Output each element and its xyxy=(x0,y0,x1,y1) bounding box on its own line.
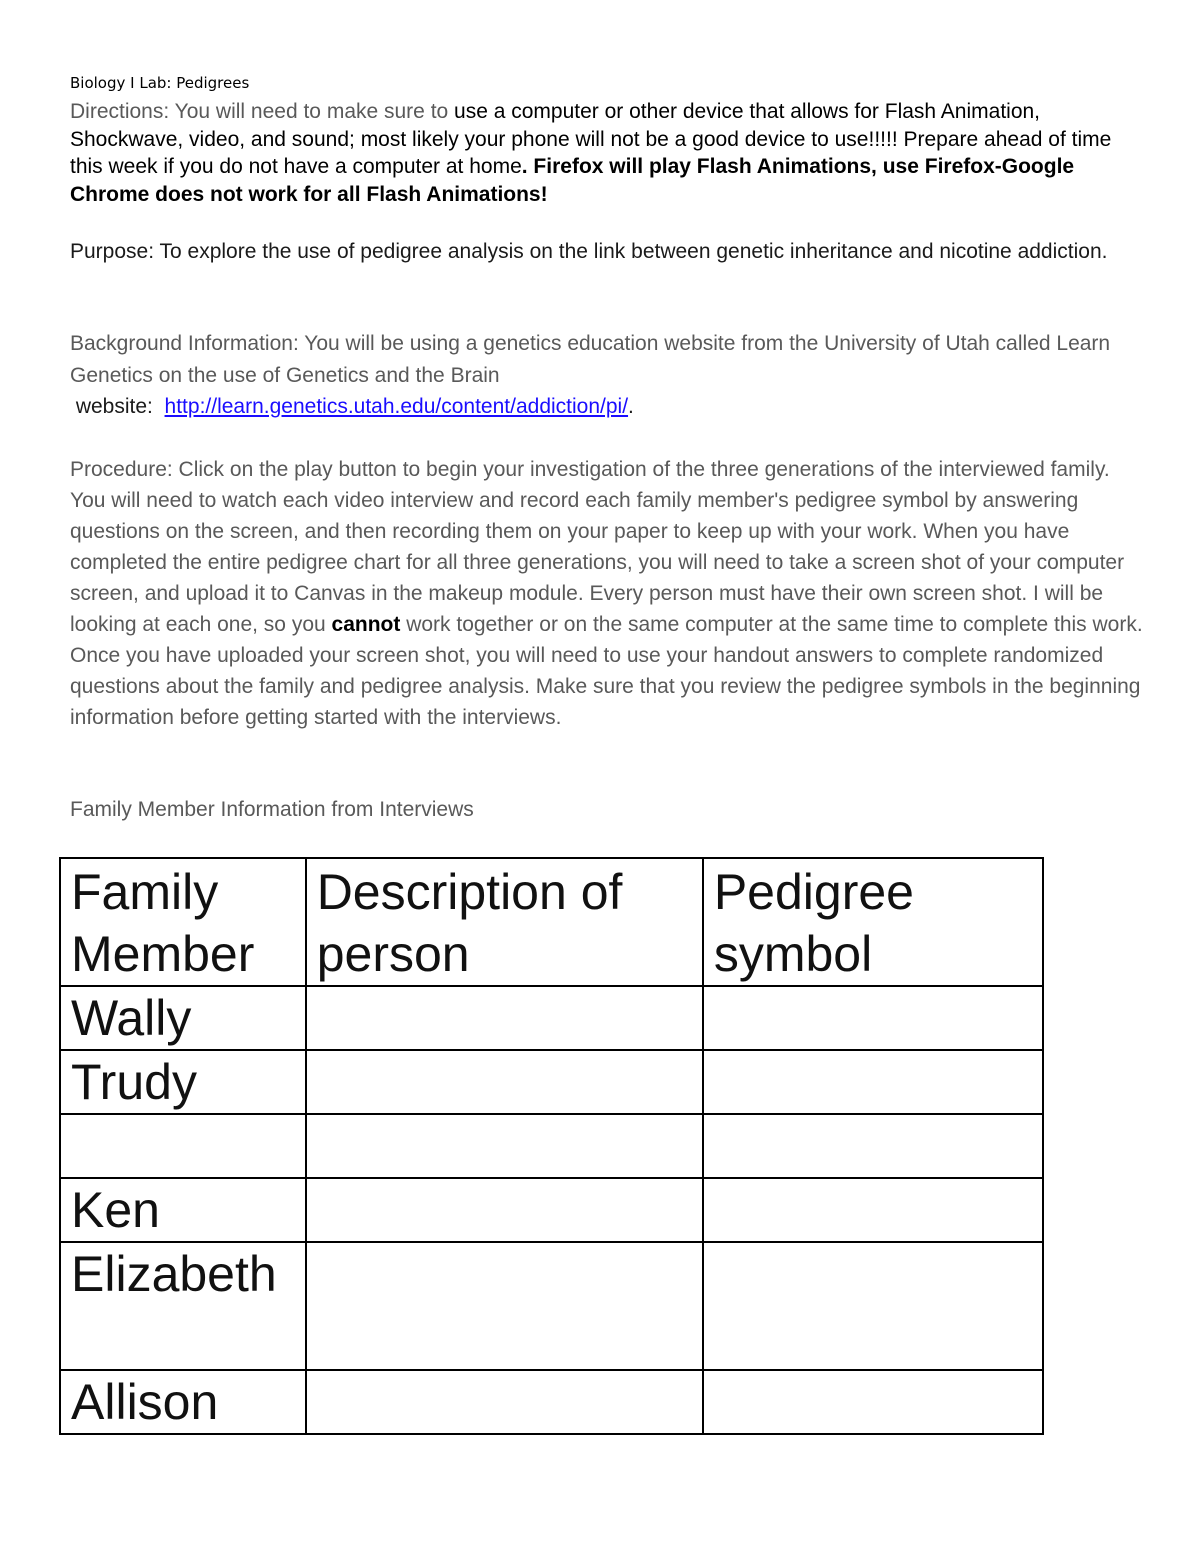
pedigree-symbol-cell[interactable] xyxy=(703,1242,1043,1370)
description-cell[interactable] xyxy=(306,986,703,1050)
header-pedigree-symbol: Pedigree symbol xyxy=(703,858,1043,986)
directions-bold-text: . Firefox will play Flash Animations, use Firefox-Google Chrome does not work for all Flash Animations! xyxy=(70,155,1075,206)
procedure-bold-text: cannot xyxy=(331,613,401,636)
directions-label: Directions: You will need to make sure to xyxy=(70,100,455,123)
table-row xyxy=(60,1178,1043,1242)
directions-text: use a computer or other device that allows for Flash Animation, Shockwave, video, and sound; most likely your phone will not be a good device to use!!!!! Prepare ahead of time this week if you do not have a computer at home xyxy=(70,100,1112,178)
table-row xyxy=(60,986,1043,1050)
procedure-text-1: Procedure: Click on the play button to begin your investigation of the three generations of the interviewed family. You will need to watch each video interview and record each family member's pedigree symbol by answering questions on the screen, and then recording them on your paper to keep up with your work. When you have completed the entire pedigree chart for all three generations, you will need to take a screen shot of your computer screen, and upload it to Canvas in the makeup module. Every person must have their own screen shot. I will be looking at each one, so you xyxy=(70,458,1125,636)
description-cell[interactable] xyxy=(306,1370,703,1434)
procedure-paragraph xyxy=(70,454,1145,733)
family-member-table xyxy=(59,857,1044,1435)
member-name-cell: Trudy xyxy=(60,1050,306,1114)
member-name-cell: Wally xyxy=(60,986,306,1050)
header-description: Description of person xyxy=(306,858,703,986)
family-heading: Family Member Information from Interviews xyxy=(70,798,474,821)
directions-paragraph xyxy=(70,98,1145,208)
member-name-cell: Ken xyxy=(60,1178,306,1242)
pedigree-symbol-cell[interactable] xyxy=(703,1370,1043,1434)
table-row xyxy=(60,1114,1043,1178)
website-link-suffix: . xyxy=(628,395,634,418)
description-cell[interactable] xyxy=(306,1242,703,1370)
member-name-cell: Elizabeth xyxy=(60,1242,306,1370)
description-cell[interactable] xyxy=(306,1114,703,1178)
table-row xyxy=(60,1370,1043,1434)
pedigree-symbol-cell[interactable] xyxy=(703,1178,1043,1242)
pedigree-symbol-cell[interactable] xyxy=(703,1050,1043,1114)
table-row xyxy=(60,1242,1043,1370)
website-label: website: xyxy=(70,395,165,418)
description-cell[interactable] xyxy=(306,1050,703,1114)
table-header-row xyxy=(60,858,1043,986)
background-paragraph xyxy=(70,328,1145,423)
header-family-member: Family Member xyxy=(60,858,306,986)
website-link[interactable]: http://learn.genetics.utah.edu/content/addiction/pi/ xyxy=(164,395,629,418)
pedigree-symbol-cell[interactable] xyxy=(703,986,1043,1050)
table-row xyxy=(60,1050,1043,1114)
description-cell[interactable] xyxy=(306,1178,703,1242)
purpose-paragraph: Purpose: To explore the use of pedigree analysis on the link between genetic inheritance and nicotine addiction. xyxy=(70,240,1108,263)
background-text: Background Information: You will be using a genetics education website from the University of Utah called Learn Genetics on the use of Genetics and the Brain xyxy=(70,332,1111,387)
page-title: Biology I Lab: Pedigrees xyxy=(70,74,250,92)
member-name-cell: Allison xyxy=(60,1370,306,1434)
procedure-text-2: work together or on the same computer at the same time to complete this work. Once you have uploaded your screen shot, you will need to use your handout answers to complete randomized questions about the family and pedigree analysis. Make sure that you review the pedigree symbols in the beginning information before getting started with the interviews. xyxy=(70,613,1143,729)
member-name-cell[interactable] xyxy=(60,1114,306,1178)
pedigree-symbol-cell[interactable] xyxy=(703,1114,1043,1178)
